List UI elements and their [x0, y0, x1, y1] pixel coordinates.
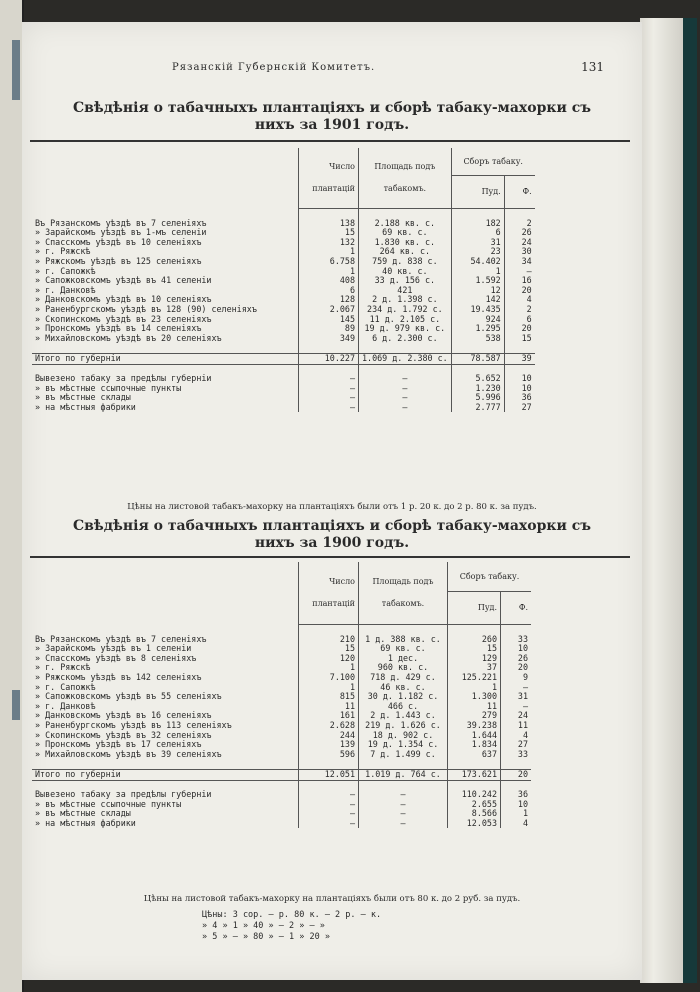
section1-table — [32, 148, 535, 412]
row-label: » Данковскомъ уѣздѣ въ 16 селеніяхъ — [35, 710, 212, 721]
cell-count: — — [299, 819, 359, 829]
col-count-header: Число плантацій — [299, 148, 359, 209]
table-row — [32, 692, 531, 702]
table-row — [32, 257, 535, 267]
row-label: » на мѣстныя фабрики — [35, 401, 136, 412]
cell-area: — — [359, 374, 452, 384]
cell-area: 1 д. 388 кв. с. — [359, 635, 448, 645]
cell-count: 1 — [299, 247, 359, 257]
table-row — [32, 673, 531, 683]
cell-funt: 10 — [504, 374, 535, 384]
cell-area: 759 д. 838 с. — [359, 257, 452, 267]
section2-price-lines — [202, 910, 381, 943]
price-line: Цѣны: 3 сор. — р. 80 к. — 2 р. — к. — [202, 910, 382, 920]
cell-pud: 637 — [448, 750, 501, 760]
cell-count: — — [299, 374, 359, 384]
row-label: Вывезено табаку за предѣлы губерніи — [35, 373, 212, 384]
cell-funt: 20 — [504, 324, 535, 334]
cell-pud: 110.242 — [448, 790, 501, 800]
cell-count: 120 — [299, 654, 359, 664]
table-row — [32, 276, 535, 286]
cell-count: 12.051 — [299, 769, 359, 780]
cell-area: 18 д. 902 с. — [359, 731, 448, 741]
row-label: » Ряжскомъ уѣздѣ въ 142 селеніяхъ — [35, 671, 202, 682]
section2-title-line1: Свѣдѣнія о табачныхъ плантаціяхъ и сборѣ табаку-махорки съ — [72, 518, 591, 534]
cell-area: 33 д. 156 с. — [359, 276, 452, 286]
book-cover-edge — [683, 18, 697, 983]
cell-funt: 4 — [504, 295, 535, 305]
cell-pud: 23 — [451, 247, 504, 257]
cell-pud: 78.587 — [451, 353, 504, 364]
row-label: Итого по губерніи — [32, 353, 299, 364]
row-label: » Раненбургскомъ уѣздѣ въ 128 (90) селеніяхъ — [35, 303, 257, 314]
col-pud-header: Пуд. — [448, 592, 501, 625]
left-page-edge — [0, 0, 24, 992]
row-label: » Скопинскомъ уѣздѣ въ 23 селеніяхъ — [35, 313, 212, 324]
cell-count: 408 — [299, 276, 359, 286]
section2-title — [22, 518, 642, 552]
cell-pud: 5.996 — [451, 393, 504, 403]
cell-funt: 24 — [501, 711, 532, 721]
cell-pud: 8.566 — [448, 809, 501, 819]
cell-count: 89 — [299, 324, 359, 334]
row-label: » на мѣстныя фабрики — [35, 817, 136, 828]
cell-count: — — [299, 800, 359, 810]
cell-count: 138 — [299, 219, 359, 229]
cell-funt: 31 — [501, 692, 532, 702]
cell-count: — — [299, 790, 359, 800]
export-row — [32, 819, 531, 829]
cell-funt: 34 — [504, 257, 535, 267]
cell-area: 1.019 д. 764 с. — [359, 769, 448, 780]
cell-count: 11 — [299, 702, 359, 712]
table-row — [32, 750, 531, 760]
row-label: Итого по губерніи — [32, 769, 299, 780]
cell-funt: 36 — [501, 790, 532, 800]
row-label: » въ мѣстные склады — [35, 808, 131, 819]
row-label: » Сапожковскомъ уѣздѣ въ 41 селеніи — [35, 275, 212, 286]
cell-count: 128 — [299, 295, 359, 305]
cell-count: 6.758 — [299, 257, 359, 267]
left-page-strip — [12, 690, 20, 720]
cell-funt: 2 — [504, 305, 535, 315]
cell-funt: 26 — [501, 654, 532, 664]
cell-pud: 11 — [448, 702, 501, 712]
cell-funt: 10 — [501, 644, 532, 654]
cell-area: 960 кв. с. — [359, 663, 448, 673]
row-label: » Спасскомъ уѣздѣ въ 10 селеніяхъ — [35, 236, 202, 247]
row-label: » въ мѣстные ссыпочные пункты — [35, 382, 182, 393]
cell-funt: 27 — [501, 740, 532, 750]
cell-funt: 33 — [501, 750, 532, 760]
cell-area: 718 д. 429 с. — [359, 673, 448, 683]
cell-count: 2.628 — [299, 721, 359, 731]
cell-area: 19 д. 979 кв. с. — [359, 324, 452, 334]
cell-pud: 1.834 — [448, 740, 501, 750]
section1-prices-note: Цѣны на листовой табакъ-махорку на плантаціяхъ были отъ 1 р. 20 к. до 2 р. 80 к. за пудъ. — [127, 502, 537, 512]
section2-top-rule — [30, 556, 630, 558]
cell-area: — — [359, 384, 452, 394]
section2-table — [32, 562, 531, 828]
cell-pud: 1.300 — [448, 692, 501, 702]
cell-area: 1 дес. — [359, 654, 448, 664]
book-page — [22, 22, 642, 980]
section1-title-line1: Свѣдѣнія о табачныхъ плантаціяхъ и сборѣ табаку-махорки съ — [72, 100, 591, 116]
cell-count: 349 — [299, 334, 359, 344]
cell-funt: 20 — [504, 286, 535, 296]
cell-count: — — [299, 403, 359, 413]
cell-pud: 31 — [451, 238, 504, 248]
col-harvest-header: Сборъ табаку. — [448, 562, 532, 592]
spacer-row — [32, 343, 535, 353]
cell-area: 219 д. 1.626 с. — [359, 721, 448, 731]
table-row — [32, 334, 535, 344]
cell-area: — — [359, 393, 452, 403]
cell-area: 2 д. 1.443 с. — [359, 711, 448, 721]
cell-count: 139 — [299, 740, 359, 750]
cell-count: 244 — [299, 731, 359, 741]
cell-funt: 1 — [501, 809, 532, 819]
cell-funt: 30 — [504, 247, 535, 257]
col-harvest-header: Сборъ табаку. — [451, 148, 535, 176]
section1-top-rule — [30, 140, 630, 142]
cell-pud: 129 — [448, 654, 501, 664]
row-label: » Зарайскомъ уѣздѣ въ 1-мъ селеніи — [35, 227, 207, 238]
row-label: » Данковскомъ уѣздѣ въ 10 селеніяхъ — [35, 294, 212, 305]
cell-area: 46 кв. с. — [359, 683, 448, 693]
cell-pud: 1 — [451, 267, 504, 277]
row-label: » г. Ряжскѣ — [35, 662, 91, 673]
col-area-header: Площадь подъ табакомъ. — [359, 148, 452, 209]
table-row — [32, 654, 531, 664]
cell-funt: 33 — [501, 635, 532, 645]
section2-title-line2: нихъ за 1900 годъ. — [254, 535, 410, 551]
spacer-row — [32, 759, 531, 769]
cell-count: 210 — [299, 635, 359, 645]
running-head-title: Рязанскій Губернскій Комитетъ. — [172, 62, 376, 73]
left-page-strip — [12, 40, 20, 100]
cell-area: 264 кв. с. — [359, 247, 452, 257]
cell-pud: 12.053 — [448, 819, 501, 829]
cell-area: — — [359, 819, 448, 829]
section1-title-line2: нихъ за 1901 годъ. — [254, 117, 410, 133]
cell-area: 7 д. 1.499 с. — [359, 750, 448, 760]
cell-area: 1.069 д. 2.380 с. — [359, 353, 452, 364]
cell-pud: 54.402 — [451, 257, 504, 267]
price-line: » 5 » — » 80 » — 1 » 20 » — [202, 932, 330, 942]
cell-funt: 4 — [501, 731, 532, 741]
export-row — [32, 403, 535, 413]
price-line: » 4 » 1 » 40 » — 2 » — » — [202, 921, 325, 931]
book-page-stack — [640, 18, 685, 983]
cell-area: 6 д. 2.300 с. — [359, 334, 452, 344]
cell-funt: 4 — [501, 819, 532, 829]
cell-pud: 2.655 — [448, 800, 501, 810]
cell-area: — — [359, 809, 448, 819]
row-label: » Зарайскомъ уѣздѣ въ 1 селеніи — [35, 643, 192, 654]
col-funt-header: Ф. — [504, 176, 535, 209]
cell-count: 2.067 — [299, 305, 359, 315]
cell-funt: 11 — [501, 721, 532, 731]
cell-count: 15 — [299, 644, 359, 654]
cell-area: 421 — [359, 286, 452, 296]
table-row — [32, 238, 535, 248]
cell-count: — — [299, 384, 359, 394]
cell-funt: 15 — [504, 334, 535, 344]
cell-count: 7.100 — [299, 673, 359, 683]
cell-funt: 20 — [501, 663, 532, 673]
row-label: » Ряжскомъ уѣздѣ въ 125 селеніяхъ — [35, 255, 202, 266]
cell-count: 10.227 — [299, 353, 359, 364]
cell-count: 161 — [299, 711, 359, 721]
page-number: 131 — [581, 60, 604, 74]
row-label: » Сапожковскомъ уѣздѣ въ 55 селеніяхъ — [35, 691, 222, 702]
cell-count: 145 — [299, 315, 359, 325]
row-label: » Пронскомъ уѣздѣ въ 14 селеніяхъ — [35, 323, 202, 334]
cell-funt: 27 — [504, 403, 535, 413]
cell-pud: 279 — [448, 711, 501, 721]
row-label: » Пронскомъ уѣздѣ въ 17 селеніяхъ — [35, 739, 202, 750]
cell-area: 466 с. — [359, 702, 448, 712]
cell-area: 2.188 кв. с. — [359, 219, 452, 229]
cell-funt: — — [504, 267, 535, 277]
row-label: » Михайловскомъ уѣздѣ въ 39 селеніяхъ — [35, 748, 222, 759]
cell-funt: 20 — [501, 769, 532, 780]
cell-funt: 6 — [504, 315, 535, 325]
cell-count: — — [299, 809, 359, 819]
cell-pud: 1.644 — [448, 731, 501, 741]
col-area-header: Площадь подъ табакомъ. — [359, 562, 448, 625]
row-label: » Раненбургскомъ уѣздѣ въ 113 селеніяхъ — [35, 719, 232, 730]
col-count-header: Число плантацій — [299, 562, 359, 625]
row-label: » г. Сапожкѣ — [35, 265, 96, 276]
col-pud-header: Пуд. — [451, 176, 504, 209]
cell-funt: — — [501, 683, 532, 693]
cell-area: 69 кв. с. — [359, 228, 452, 238]
cell-area: 19 д. 1.354 с. — [359, 740, 448, 750]
cell-pud: 12 — [451, 286, 504, 296]
cell-count: 6 — [299, 286, 359, 296]
cell-area: — — [359, 800, 448, 810]
cell-funt: 10 — [504, 384, 535, 394]
cell-pud: 182 — [451, 219, 504, 229]
cell-area: 30 д. 1.182 с. — [359, 692, 448, 702]
cell-pud: 19.435 — [451, 305, 504, 315]
cell-pud: 39.238 — [448, 721, 501, 731]
row-label: Въ Рязанскомъ уѣздѣ въ 7 селеніяхъ — [35, 633, 207, 644]
cell-count: 1 — [299, 683, 359, 693]
row-label: » Михайловскомъ уѣздѣ въ 20 селеніяхъ — [35, 332, 222, 343]
cell-count: 1 — [299, 267, 359, 277]
row-label: » г. Ряжскѣ — [35, 246, 91, 257]
cell-funt: 26 — [504, 228, 535, 238]
section2-prices-note: Цѣны на листовой табакъ-махорку на плантаціяхъ были отъ 80 к. до 2 руб. за пудъ. — [143, 894, 521, 904]
cell-funt: 9 — [501, 673, 532, 683]
cell-count: — — [299, 393, 359, 403]
row-label: » Скопинскомъ уѣздѣ въ 32 селеніяхъ — [35, 729, 212, 740]
cell-pud: 2.777 — [451, 403, 504, 413]
cell-funt: 24 — [504, 238, 535, 248]
cell-funt: 16 — [504, 276, 535, 286]
cell-pud: 924 — [451, 315, 504, 325]
cell-funt: — — [501, 702, 532, 712]
cell-count: 1 — [299, 663, 359, 673]
cell-pud: 1.592 — [451, 276, 504, 286]
row-label: Вывезено табаку за предѣлы губерніи — [35, 789, 212, 800]
cell-area: 69 кв. с. — [359, 644, 448, 654]
cell-area: — — [359, 403, 452, 413]
col-funt-header: Ф. — [501, 592, 532, 625]
cell-pud: 1 — [448, 683, 501, 693]
cell-funt: 39 — [504, 353, 535, 364]
cell-area: — — [359, 790, 448, 800]
cell-funt: 36 — [504, 393, 535, 403]
cell-pud: 142 — [451, 295, 504, 305]
cell-count: 596 — [299, 750, 359, 760]
total-row — [32, 769, 531, 780]
cell-funt: 10 — [501, 800, 532, 810]
row-label: » г. Сапожкѣ — [35, 681, 96, 692]
cell-pud: 5.652 — [451, 374, 504, 384]
section1-title — [22, 100, 642, 134]
cell-pud: 173.621 — [448, 769, 501, 780]
row-label: » г. Данковѣ — [35, 700, 96, 711]
row-label: » въ мѣстные ссыпочные пункты — [35, 798, 182, 809]
cell-pud: 6 — [451, 228, 504, 238]
cell-area: 1.830 кв. с. — [359, 238, 452, 248]
cell-pud: 260 — [448, 635, 501, 645]
row-label: » Спасскомъ уѣздѣ въ 8 селеніяхъ — [35, 652, 197, 663]
cell-pud: 1.295 — [451, 324, 504, 334]
row-label: » г. Данковѣ — [35, 284, 96, 295]
running-head — [22, 60, 642, 80]
cell-funt: 2 — [504, 219, 535, 229]
cell-pud: 125.221 — [448, 673, 501, 683]
cell-count: 132 — [299, 238, 359, 248]
cell-count: 15 — [299, 228, 359, 238]
cell-pud: 538 — [451, 334, 504, 344]
cell-pud: 1.230 — [451, 384, 504, 394]
cell-area: 234 д. 1.792 с. — [359, 305, 452, 315]
cell-pud: 37 — [448, 663, 501, 673]
cell-area: 2 д. 1.398 с. — [359, 295, 452, 305]
cell-area: 40 кв. с. — [359, 267, 452, 277]
cell-pud: 15 — [448, 644, 501, 654]
cell-area: 11 д. 2.105 с. — [359, 315, 452, 325]
cell-count: 815 — [299, 692, 359, 702]
row-label: Въ Рязанскомъ уѣздѣ въ 7 селеніяхъ — [35, 217, 207, 228]
row-label: » въ мѣстные склады — [35, 392, 131, 403]
total-row — [32, 353, 535, 364]
